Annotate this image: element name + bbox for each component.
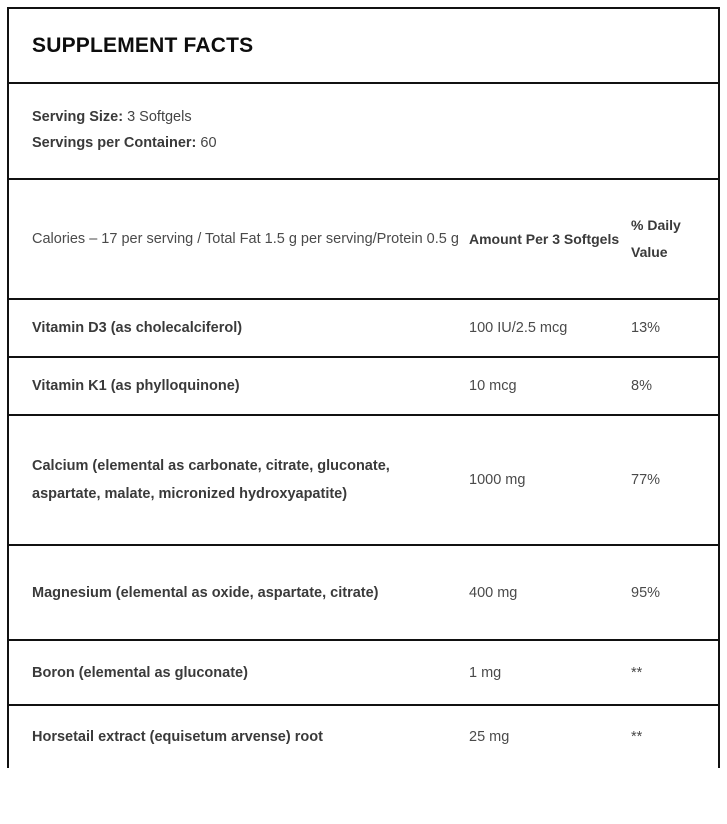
servings-per-container-label: Servings per Container: (32, 135, 197, 151)
nutrient-daily-value-cell (631, 467, 708, 493)
table-row (9, 358, 718, 416)
nutrient-amount: 1000 mg (469, 472, 526, 488)
table-row (9, 641, 718, 706)
calories-note: Calories – 17 per serving / Total Fat 1.5 g per serving/Protein 0.5 g (32, 231, 459, 247)
nutrient-name-cell (32, 314, 469, 342)
nutrient-daily-value: 95% (631, 584, 661, 601)
nutrient-daily-value: ** (631, 664, 643, 681)
nutrient-name-cell (32, 452, 469, 508)
table-row (9, 416, 718, 546)
nutrient-daily-value: 8% (631, 378, 652, 394)
serving-size-label: Serving Size: (32, 109, 124, 125)
nutrient-name-cell (32, 723, 469, 751)
servings-per-container-value: 60 (200, 135, 217, 151)
serving-information (9, 84, 718, 180)
nutrient-name: Vitamin K1 (as phylloquinone) (32, 378, 240, 394)
nutrient-amount: 400 mg (469, 584, 518, 601)
serving-size-line (32, 104, 695, 130)
table-row (9, 546, 718, 641)
nutrient-daily-value: 13% (631, 320, 661, 336)
nutrient-daily-value: ** (631, 729, 643, 745)
nutrient-amount: 1 mg (469, 664, 502, 681)
nutrient-amount: 10 mcg (469, 378, 517, 394)
nutrient-name: Boron (elemental as gluconate) (32, 664, 248, 681)
table-row (9, 300, 718, 358)
nutrient-amount-cell (469, 724, 631, 750)
nutrient-name-cell (32, 659, 469, 687)
nutrient-daily-value: 77% (631, 472, 661, 488)
nutrient-name: Calcium (elemental as carbonate, citrate, gluconate, aspartate, malate, micronized hydroxyapatite) (32, 458, 390, 502)
amount-column-header: Amount Per 3 Softgels (469, 230, 620, 247)
nutrient-daily-value-cell (631, 373, 708, 399)
nutrient-name: Horsetail extract (equisetum arvense) root (32, 729, 323, 745)
nutrient-daily-value-cell (631, 315, 708, 341)
nutrient-name: Magnesium (elemental as oxide, aspartate, citrate) (32, 584, 379, 601)
nutrient-amount-cell (469, 580, 631, 606)
serving-size-value: 3 Softgels (127, 109, 192, 125)
daily-value-column-header: % Daily Value (631, 217, 681, 260)
nutrient-name-cell (32, 579, 469, 607)
nutrient-amount-cell (469, 315, 631, 341)
panel-title-band (9, 9, 718, 84)
nutrient-amount: 25 mg (469, 729, 510, 745)
nutrient-daily-value-cell (631, 660, 708, 686)
nutrient-daily-value-cell (631, 580, 708, 606)
amount-header-cell (469, 226, 631, 253)
nutrient-amount-cell (469, 373, 631, 399)
table-row (9, 706, 718, 768)
nutrient-amount-cell (469, 467, 631, 493)
nutrient-daily-value-cell (631, 724, 708, 750)
page-title: SUPPLEMENT FACTS (32, 33, 254, 57)
servings-per-container-line (32, 130, 695, 156)
calories-note-cell (32, 225, 469, 253)
table-header-row (9, 180, 718, 300)
supplement-facts-panel (7, 7, 720, 768)
nutrient-name-cell (32, 372, 469, 400)
nutrient-amount: 100 IU/2.5 mcg (469, 320, 568, 336)
daily-value-header-cell (631, 212, 708, 266)
nutrient-name: Vitamin D3 (as cholecalciferol) (32, 320, 243, 336)
nutrient-amount-cell (469, 660, 631, 686)
